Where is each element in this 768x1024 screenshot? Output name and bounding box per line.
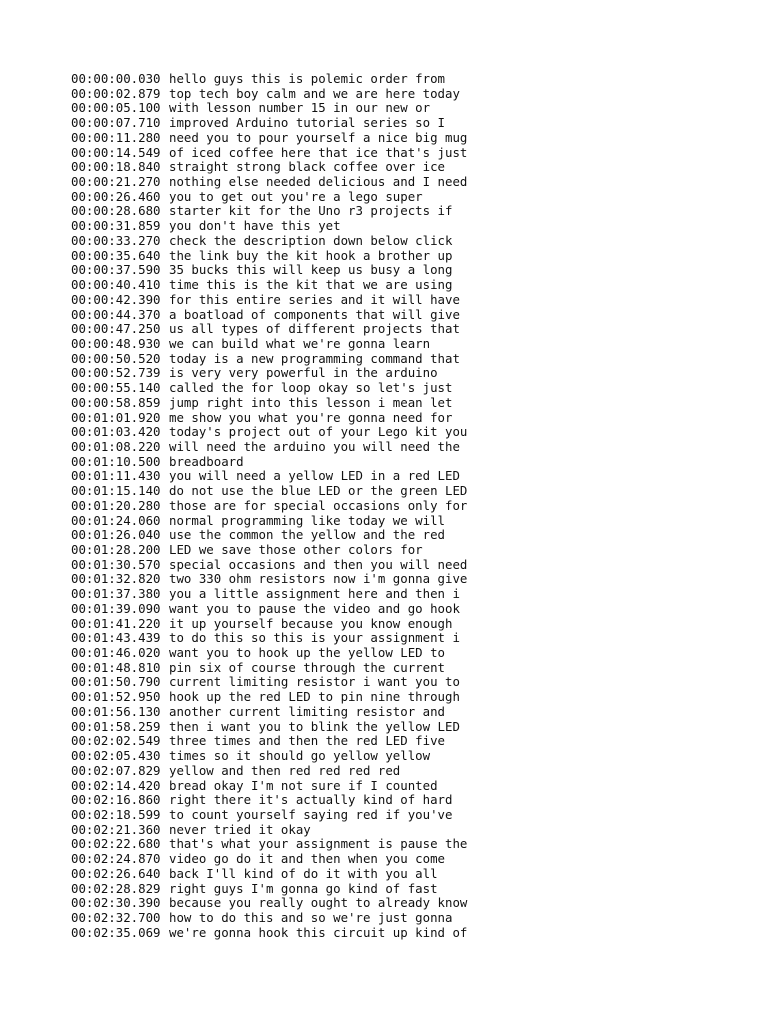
transcript-line — [71, 896, 751, 911]
caption-text: us all types of different projects that — [169, 322, 460, 337]
transcript-line — [71, 234, 751, 249]
transcript-line — [71, 808, 751, 823]
transcript-line — [71, 146, 751, 161]
timestamp: 00:01:24.060 — [71, 513, 161, 528]
transcript-line — [71, 293, 751, 308]
caption-text: you will need a yellow LED in a red LED — [169, 469, 460, 484]
caption-text: top tech boy calm and we are here today — [169, 86, 460, 101]
caption-text: how to do this and so we're just gonna — [169, 910, 453, 925]
timestamp: 00:01:15.140 — [71, 484, 161, 499]
timestamp: 00:02:28.829 — [71, 881, 161, 896]
timestamp: 00:01:41.220 — [71, 616, 161, 631]
transcript-line — [71, 131, 751, 146]
caption-text: use the common the yellow and the red — [169, 528, 446, 543]
caption-text: breadboard — [169, 454, 244, 469]
transcript-line — [71, 572, 751, 587]
transcript-line — [71, 837, 751, 852]
timestamp: 00:00:31.859 — [71, 219, 161, 234]
timestamp: 00:01:30.570 — [71, 557, 161, 572]
caption-text: two 330 ohm resistors now i'm gonna give — [169, 572, 468, 587]
transcript-page — [71, 72, 751, 940]
timestamp: 00:00:52.739 — [71, 366, 161, 381]
timestamp: 00:02:22.680 — [71, 837, 161, 852]
transcript-line — [71, 926, 751, 941]
transcript-line — [71, 734, 751, 749]
caption-text: time this is the kit that we are using — [169, 278, 453, 293]
timestamp: 00:00:55.140 — [71, 381, 161, 396]
transcript-line — [71, 779, 751, 794]
transcript-line — [71, 190, 751, 205]
caption-text: because you really ought to already know — [169, 896, 468, 911]
transcript-line — [71, 396, 751, 411]
transcript-line — [71, 499, 751, 514]
transcript-line — [71, 587, 751, 602]
timestamp: 00:02:02.549 — [71, 734, 161, 749]
timestamp: 00:02:30.390 — [71, 896, 161, 911]
timestamp: 00:02:26.640 — [71, 866, 161, 881]
caption-text: those are for special occasions only for — [169, 498, 468, 513]
timestamp: 00:00:11.280 — [71, 130, 161, 145]
transcript-line — [71, 175, 751, 190]
transcript-line — [71, 87, 751, 102]
caption-text: the link buy the kit hook a brother up — [169, 248, 453, 263]
timestamp: 00:02:18.599 — [71, 807, 161, 822]
transcript-line — [71, 646, 751, 661]
transcript-line — [71, 101, 751, 116]
transcript-line — [71, 322, 751, 337]
transcript-line — [71, 705, 751, 720]
transcript-line — [71, 484, 751, 499]
transcript-line — [71, 337, 751, 352]
transcript-line — [71, 278, 751, 293]
transcript-line — [71, 602, 751, 617]
caption-text: LED we save those other colors for — [169, 543, 423, 557]
caption-text: then i want you to blink the yellow LED — [169, 719, 460, 734]
caption-text: normal programming like today we will — [169, 513, 446, 528]
transcript-line — [71, 116, 751, 131]
caption-text: a boatload of components that will give — [169, 307, 460, 322]
transcript-line — [71, 631, 751, 646]
timestamp: 00:01:58.259 — [71, 719, 161, 734]
transcript-line — [71, 675, 751, 690]
timestamp: 00:02:05.430 — [71, 749, 161, 764]
caption-text: with lesson number 15 in our new or — [169, 101, 431, 116]
transcript-line — [71, 455, 751, 470]
timestamp: 00:01:26.040 — [71, 528, 161, 543]
timestamp: 00:01:08.220 — [71, 439, 161, 454]
timestamp: 00:00:47.250 — [71, 322, 161, 337]
timestamp: 00:00:28.680 — [71, 204, 161, 219]
caption-text: current limiting resistor i want you to — [169, 675, 460, 690]
timestamp: 00:00:14.549 — [71, 145, 161, 160]
timestamp: 00:02:35.069 — [71, 925, 161, 940]
timestamp: 00:00:05.100 — [71, 101, 161, 116]
transcript-line — [71, 911, 751, 926]
caption-text: starter kit for the Uno r3 projects if — [169, 204, 453, 219]
transcript-line — [71, 558, 751, 573]
transcript-line — [71, 425, 751, 440]
transcript-line — [71, 882, 751, 897]
timestamp: 00:00:33.270 — [71, 233, 161, 248]
timestamp: 00:02:07.829 — [71, 763, 161, 778]
caption-text: it up yourself because you know enough — [169, 616, 453, 631]
timestamp: 00:02:16.860 — [71, 793, 161, 808]
transcript-line — [71, 528, 751, 543]
caption-text: is very very powerful in the arduino — [169, 366, 438, 381]
transcript-line — [71, 793, 751, 808]
caption-text: check the description down below click — [169, 233, 453, 248]
caption-text: want you to pause the video and go hook — [169, 601, 460, 616]
transcript-line — [71, 469, 751, 484]
caption-text: you to get out you're a lego super — [169, 189, 423, 204]
caption-text: never tried it okay — [169, 822, 311, 837]
timestamp: 00:01:43.439 — [71, 631, 161, 646]
caption-text: hook up the red LED to pin nine through — [169, 690, 460, 705]
timestamp: 00:00:44.370 — [71, 307, 161, 322]
timestamp: 00:01:50.790 — [71, 675, 161, 690]
transcript-line — [71, 764, 751, 779]
caption-text: special occasions and then you will need — [169, 557, 468, 572]
caption-text: to do this so this is your assignment i — [169, 631, 460, 646]
timestamp: 00:00:02.879 — [71, 86, 161, 101]
caption-text: will need the arduino you will need the — [169, 439, 460, 454]
transcript-line — [71, 219, 751, 234]
timestamp: 00:00:21.270 — [71, 175, 161, 190]
transcript-line — [71, 867, 751, 882]
caption-text: we can build what we're gonna learn — [169, 336, 431, 351]
timestamp: 00:02:32.700 — [71, 910, 161, 925]
timestamp: 00:00:50.520 — [71, 351, 161, 366]
transcript-line — [71, 72, 751, 87]
caption-text: three times and then the red LED five — [169, 734, 446, 749]
timestamp: 00:01:56.130 — [71, 704, 161, 719]
caption-text: video go do it and then when you come — [169, 852, 446, 867]
timestamp: 00:00:35.640 — [71, 248, 161, 263]
timestamp: 00:01:48.810 — [71, 660, 161, 675]
timestamp: 00:00:42.390 — [71, 292, 161, 307]
transcript-line — [71, 823, 751, 838]
caption-text: you a little assignment here and then i — [169, 587, 460, 602]
transcript-line — [71, 308, 751, 323]
caption-text: of iced coffee here that ice that's just — [169, 145, 468, 160]
timestamp: 00:00:00.030 — [71, 72, 161, 86]
transcript-line — [71, 352, 751, 367]
timestamp: 00:01:03.420 — [71, 425, 161, 440]
caption-text: 35 bucks this will keep us busy a long — [169, 263, 453, 278]
transcript-line — [71, 514, 751, 529]
caption-text: to count yourself saying red if you've — [169, 807, 453, 822]
timestamp: 00:00:18.840 — [71, 160, 161, 175]
transcript-line — [71, 720, 751, 735]
timestamp: 00:01:28.200 — [71, 543, 161, 557]
caption-text: me show you what you're gonna need for — [169, 410, 453, 425]
caption-text: bread okay I'm not sure if I counted — [169, 778, 438, 793]
caption-text: back I'll kind of do it with you all — [169, 866, 438, 881]
timestamp: 00:00:48.930 — [71, 336, 161, 351]
caption-text: for this entire series and it will have — [169, 292, 460, 307]
transcript-line — [71, 204, 751, 219]
transcript-line — [71, 617, 751, 632]
transcript-line — [71, 749, 751, 764]
transcript-line — [71, 381, 751, 396]
caption-text: jump right into this lesson i mean let — [169, 395, 453, 410]
transcript-line — [71, 249, 751, 264]
transcript-line — [71, 661, 751, 676]
timestamp: 00:00:37.590 — [71, 263, 161, 278]
timestamp: 00:02:24.870 — [71, 852, 161, 867]
caption-text: yellow and then red red red red — [169, 763, 401, 778]
timestamp: 00:00:40.410 — [71, 278, 161, 293]
timestamp: 00:00:58.859 — [71, 395, 161, 410]
timestamp: 00:02:21.360 — [71, 822, 161, 837]
caption-text: today is a new programming command that — [169, 351, 460, 366]
caption-text: we're gonna hook this circuit up kind of — [169, 925, 468, 940]
caption-text: improved Arduino tutorial series so I — [169, 116, 446, 131]
caption-text: times so it should go yellow yellow — [169, 749, 431, 764]
caption-text: that's what your assignment is pause the — [169, 837, 468, 852]
caption-text: right there it's actually kind of hard — [169, 793, 453, 808]
caption-text: hello guys this is polemic order from — [169, 72, 446, 86]
transcript-line — [71, 160, 751, 175]
timestamp: 00:01:37.380 — [71, 587, 161, 602]
timestamp: 00:01:32.820 — [71, 572, 161, 587]
transcript-line — [71, 263, 751, 278]
timestamp: 00:01:11.430 — [71, 469, 161, 484]
transcript-line — [71, 440, 751, 455]
transcript-line — [71, 690, 751, 705]
caption-text: want you to hook up the yellow LED to — [169, 646, 446, 661]
caption-text: nothing else needed delicious and I need — [169, 175, 468, 190]
caption-text: today's project out of your Lego kit you — [169, 425, 468, 440]
caption-text: pin six of course through the current — [169, 660, 446, 675]
caption-text: another current limiting resistor and — [169, 704, 446, 719]
transcript-line — [71, 543, 751, 558]
caption-text: called the for loop okay so let's just — [169, 381, 453, 396]
timestamp: 00:00:26.460 — [71, 189, 161, 204]
transcript-line — [71, 411, 751, 426]
caption-text: need you to pour yourself a nice big mug — [169, 130, 468, 145]
timestamp: 00:01:52.950 — [71, 690, 161, 705]
timestamp: 00:02:14.420 — [71, 778, 161, 793]
timestamp: 00:01:20.280 — [71, 498, 161, 513]
caption-text: do not use the blue LED or the green LED — [169, 484, 468, 499]
timestamp: 00:01:46.020 — [71, 646, 161, 661]
timestamp: 00:01:10.500 — [71, 454, 161, 469]
timestamp: 00:01:39.090 — [71, 601, 161, 616]
timestamp: 00:01:01.920 — [71, 410, 161, 425]
caption-text: right guys I'm gonna go kind of fast — [169, 881, 438, 896]
transcript-line — [71, 366, 751, 381]
timestamp: 00:00:07.710 — [71, 116, 161, 131]
transcript-line — [71, 852, 751, 867]
caption-text: you don't have this yet — [169, 219, 341, 234]
caption-text: straight strong black coffee over ice — [169, 160, 446, 175]
